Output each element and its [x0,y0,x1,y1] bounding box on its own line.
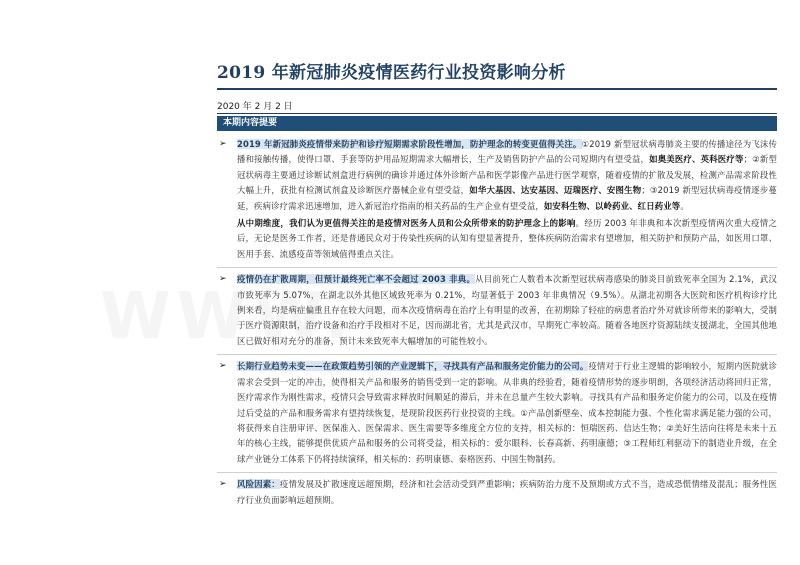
bullet-text: 从目前死亡人数看本次新型冠状病毒感染的肺炎目前致死率全国为 2.1%，武汉市致死率为 5.07%，在湖北以外其他区域致死率为 0.21%，均显著低于 2003 年非典情况（9.5%）。从湖北初期各大医院和医疗机构诊疗比例来看，均是病症偏重且存在较大问题，而本次疫情病毒在治疗上有明显的改善，在初期除了轻症的病患者治疗外对就诊所带来的影响大，受制于医疗资源限制，治疗设备和治疗手段相对不足，因而湖北省，尤其是武汉市，早期死亡率较高。随着各地医疗资源陆续支援湖北，全国其他地区已做好相对充分的准备，预计未来致死率大幅增加的可能性较小。 [237,274,777,346]
bullet-arrow-icon: ➢ [219,139,227,149]
bullet-headline: 长期行业趋势未变——在政策趋势引领的产业逻辑下，寻找具有产品和服务定价能力的公司。 [237,361,589,372]
bullet-bold: 如安科生物、以岭药业、红日药业等 [543,200,681,211]
sub-paragraph-midterm [237,216,777,262]
bullet-paragraph [237,477,777,508]
bullet-item-mortality [217,272,777,349]
bullet-paragraph [237,137,777,214]
sub-bold: 从中期维度，我们认为更值得关注的是疫情对医务人员和公众所带来的防护理念上的影响 [237,218,576,229]
bullet-bold: 如奥美医疗、英科医疗等 [649,154,744,165]
content-body [217,137,777,508]
bullet-item-epidemic-demand [217,137,777,214]
bullet-item-long-term-trend [217,359,777,467]
bullet-text: ①2019 新型冠状病毒肺炎主要的传播途径为飞沫传播和接触传播，使得口罩、手套等防护用品短期需求大幅增长，生产及销售防护产品的公司短期内有望受益， [237,139,778,165]
bullet-text: ；③2019 新型冠状病毒疫情逐步蔓延，疾病诊疗需求迅速增加，进入新冠治疗指南的相关药品的生产企业有望受益， [237,185,777,211]
date-rule [217,113,777,114]
bullet-bold: 如华大基因、达安基因、迈瑞医疗、安图生物 [469,185,642,196]
bullet-arrow-icon: ➢ [219,361,227,372]
bullet-paragraph [237,272,777,349]
bullet-headline: 疫情仍在扩散周期，但预计最终死亡率不会超过 2003 非典。 [237,274,476,285]
bullet-arrow-icon: ➢ [219,274,227,285]
divider [217,267,777,268]
title-rule [217,88,777,90]
divider [217,354,777,355]
bullet-headline: 风险因素： [237,479,280,490]
report-date: 2020 年 2 月 2 日 [217,102,293,112]
bullet-text: ；②新型冠状病毒主要通过诊断试剂盒进行病例的确诊并通过体外诊断产品和医学影像产品进行医学观察，随着疫情的扩散及发展，检测产品需求阶段性大幅上升，获批有检测试剂盒及诊断医疗器械企业有望受益， [237,154,777,196]
bullet-headline: 2019 年新冠肺炎疫情带来防护和诊疗短期需求阶段性增加，防护理念的转变更值得关注。 [237,139,582,149]
bullet-paragraph [237,359,777,467]
section-header: 本期内容提要 [217,116,777,131]
bullet-text: 。 [680,200,689,211]
bullet-text: 疫情发展及扩散速度远超预期，经济和社会活动受到严重影响；疾病防治力度不及预期或方式不当，造成恐慌情绪及混乱；服务性医疗行业负面影响远超预期。 [237,479,778,505]
bullet-item-risk-factors [217,477,777,508]
sub-text: 。经历 2003 年非典和本次新型疫情两次重大疫情之后，无论是医务工作者，还是普通民众对于传染性疾病的认知有望显著提升，整体疾病防治需求有望增加，相关防护和预防产品，如医用口罩、医用手套、流感疫苗等领域值得重点关注。 [237,218,777,259]
report-title: 2019 年新冠肺炎疫情医药行业投资影响分析 [217,63,566,83]
divider [217,472,777,473]
bullet-text: 疫情对于行业主逻辑的影响较小，短期内医院就诊需求会受到一定的冲击，使得相关产品和服务的销售受到一定的影响。从非典的经验看，随着疫情形势的逐步明朗，各项经济活动将回归正常，医疗需求作为刚性需求，疫情只会导致需求释放时间顺延的滞后，并未在总量产生较大影响。寻找具有产品和服务定价能力的公司，以及在疫情过后受益的产品和服务需求有望持续恢复，是现阶段医药行业投资的主线。①产品创新壁垒、成本控制能力强、个性化需求满足能力强的公司，将获得来自注册审评、医保准入、医保需求、医生需要等多维度全方位的支持，相关标的：恒瑞医药、信达生物；②美好生活向往将是未来十五年的核心主线，能够提供优质产品和服务的公司将受益，相关标的：爱尔眼科、长春高新、药明康德；③工程师红利驱动下的制造业升级，在全球产业链分工体系下仍将持续演绎，相关标的：药明康德、泰格医药、中国生物制药。 [237,361,777,464]
bullet-arrow-icon: ➢ [219,479,227,490]
